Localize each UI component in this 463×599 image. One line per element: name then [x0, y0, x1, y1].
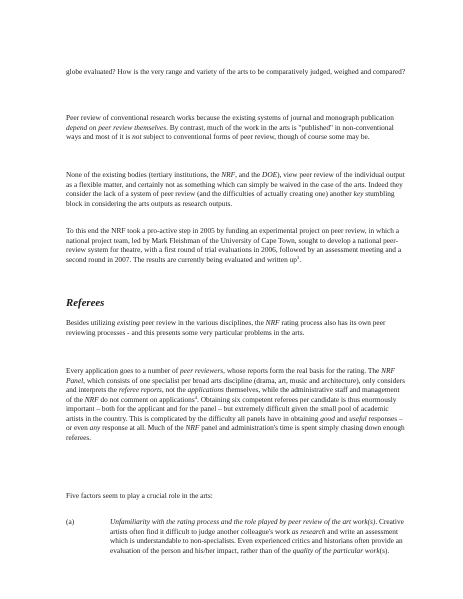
text: ), view peer review of the individual output as a flexible matter, and certainly not as something which can simply be waived in the case of the arts. Indeed they consider the lack of a system of peer review (and the difficulties of actually creating one) another [66, 170, 405, 199]
text: , which consists of one specialist per broad arts discipline (drama, art, music and architecture), only considers and interprets the [66, 375, 405, 395]
paragraph-nrf-project [66, 226, 406, 264]
emphasis: depend on peer review themselves [66, 122, 167, 132]
footnote-ref[interactable]: 4 [194, 394, 198, 400]
emphasis: NRF [84, 394, 99, 404]
emphasis: existing [117, 318, 140, 327]
section-heading: Referees [66, 297, 105, 309]
text: Every application goes to a number of [66, 366, 180, 375]
text: peer review in the various disciplines, the [139, 318, 266, 327]
emphasis: NRF [185, 423, 200, 433]
paragraph-every-application [66, 366, 406, 442]
text: , whose reports form the real basis for the rating. The [223, 366, 382, 375]
emphasis: not [132, 132, 142, 142]
text: globe evaluated? How is the very range and variety of the arts to be comparatively judged, weighed and compared? [66, 67, 406, 76]
emphasis: key [353, 189, 364, 199]
list-item-label: (a) [66, 517, 75, 526]
emphasis: any [89, 423, 101, 433]
emphasis: NRF Panel [66, 366, 395, 385]
text: . Obtaining six competent referees per candidate is thus enormously important – both for the applicant and for the panel – but extremely difficult given the small pool of academic artists in the country. This is complicated by the difficulty all panels have in obtaining [66, 394, 397, 423]
emphasis: good [320, 413, 335, 423]
emphasis: applications [187, 385, 224, 395]
text: To this end the NRF took a pro-active step in 2005 by funding an experimental project on peer review, in which a national project team, led by Mark Fleishman of the University of Cape Town, sought to develop a national peer-review system for theatre, with a first round of trial evaluations in 2006, followed by an assessment meeting and a second round in 2007. The results are currently being evaluated and written up [66, 226, 402, 264]
text: (s). [379, 545, 390, 555]
text: , not the [161, 385, 188, 395]
emphasis: peer reviewers [180, 366, 224, 375]
text: panel and administration's time is spent simply chasing down enough referees. [66, 423, 405, 442]
text: . By contrast, much of the work in the arts is "published" in non-conventional ways and most of it is [66, 122, 394, 142]
paragraph-besides [66, 318, 406, 337]
emphasis: useful [349, 413, 367, 423]
text: Five factors seem to play a crucial role in the arts: [66, 491, 213, 500]
text: Peer review of conventional research works because the existing systems of journal and monograph publication [66, 113, 394, 122]
text: , and the [235, 170, 263, 179]
paragraph-five-factors [66, 491, 406, 501]
emphasis: NRF [221, 170, 236, 179]
text: subject to conventional forms of peer review, though of course some may be. [141, 132, 370, 142]
text: and write an assessment which is understandable to non-specialists. Even experienced critics and historians often provide an evaluation of the person and his/her impact, rather than of the [110, 526, 403, 555]
text: rating process also has its own peer reviewing processes - and this presents some very particular problems in the arts. [66, 318, 386, 337]
footnote-ref[interactable]: 3 [296, 254, 300, 260]
list-item-body [110, 517, 406, 555]
text: None of the existing bodies (tertiary institutions, the [66, 170, 222, 179]
emphasis: referee reports [118, 385, 162, 395]
text: responses – or even [66, 413, 403, 433]
text: themselves, while the administrative staff and management of the [66, 385, 400, 404]
text: . Creative artists often find it difficult to judge another colleague's work [110, 517, 404, 536]
emphasis: Unfamiliarity with the rating process and the role played by peer review of the art work(s) [110, 517, 376, 526]
emphasis: as research [291, 526, 326, 536]
emphasis: NRF [265, 318, 280, 327]
paragraph-existing-bodies [66, 170, 406, 208]
emphasis: DOE [262, 170, 278, 179]
paragraph-continuation [66, 67, 406, 77]
text: Besides utilizing [66, 318, 117, 327]
text: response at all. Much of the [100, 423, 186, 433]
text: stumbling block in considering the arts outputs as research outputs. [66, 189, 395, 208]
text: do not comment on applications [98, 394, 195, 404]
text: . [299, 254, 302, 264]
text: and [334, 413, 350, 423]
paragraph-peer-review-conventional [66, 113, 406, 142]
emphasis: quality of the particular work [292, 545, 380, 555]
